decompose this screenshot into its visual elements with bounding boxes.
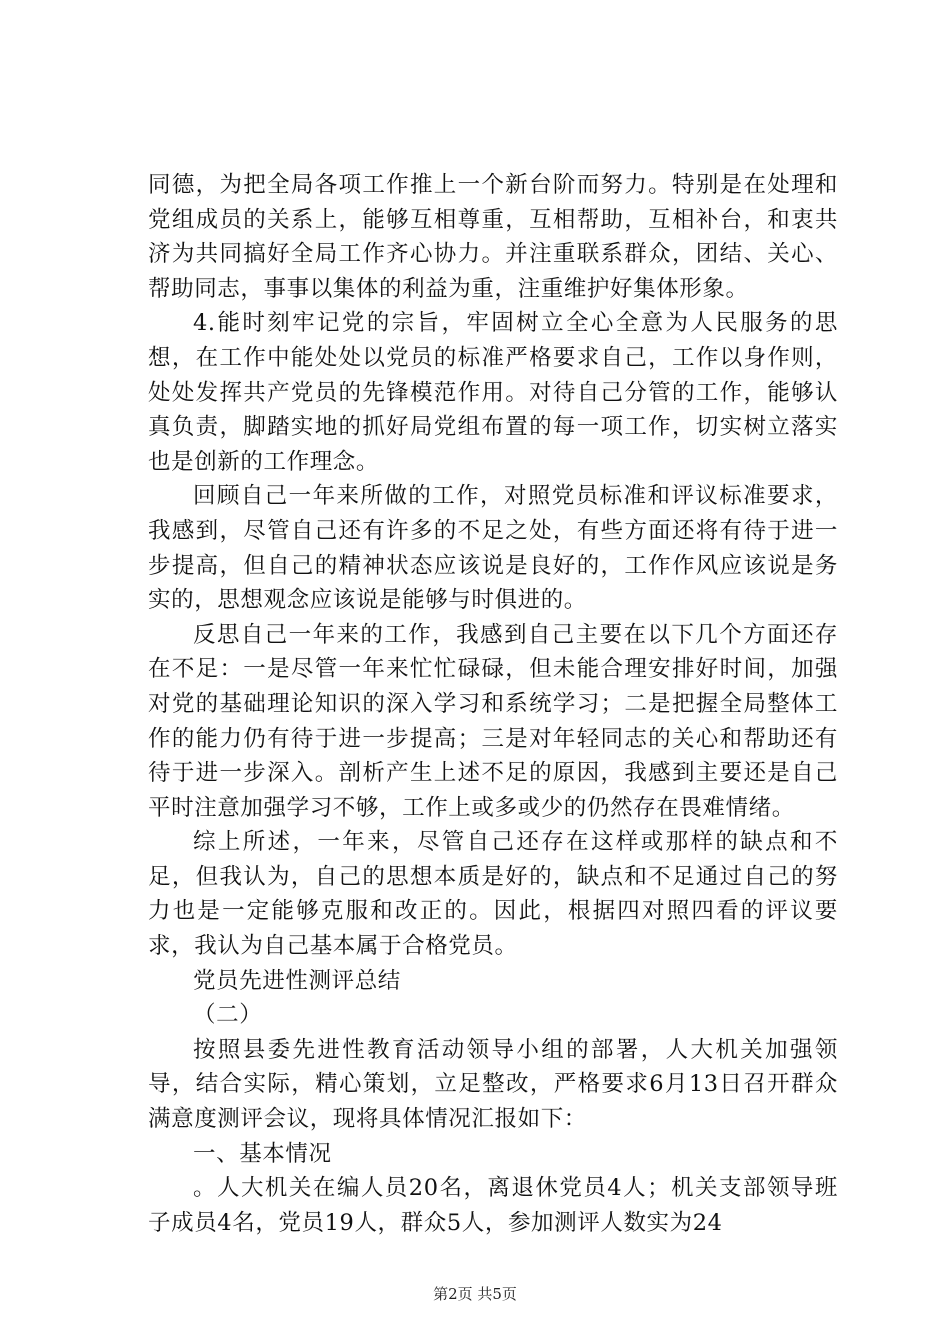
subsection-heading: 一、基本情况 <box>193 1140 332 1167</box>
paragraph-1: 同德，为把全局各项工作推上一个新台阶而努力。特别是在处理和党组成员的关系上，能够互相尊重，互相帮助，互相补台，和衷共济为共同搞好全局工作齐心协力。并注重联系群众，团结、关心、帮助同志，事事以集体的利益为重，注重维护好集体形象。 <box>148 172 838 302</box>
paragraph-7: 。人大机关在编人员20名，离退休党员4人；机关支部领导班子成员4名，党员19人，群众5人，参加测评人数实为24 <box>148 1175 838 1236</box>
paragraph-4: 反思自己一年来的工作，我感到自己主要在以下几个方面还存在不足：一是尽管一年来忙忙碌碌，但未能合理安排好时间，加强对党的基础理论知识的深入学习和系统学习；二是把握全局整体工作的能力仍有待于进一步提高；三是对年轻同志的关心和帮助还有待于进一步深入。剖析产生上述不足的原因，我感到主要还是自己平时注意加强学习不够，工作上或多或少的仍然存在畏难情绪。 <box>148 621 838 821</box>
paragraph-2: 4.能时刻牢记党的宗旨，牢固树立全心全意为人民服务的思想，在工作中能处处以党员的标准严格要求自己，工作以身作则，处处发挥共产党员的先锋模范作用。对待自己分管的工作，能够认真负责，脚踏实地的抓好局党组布置的每一项工作，切实树立落实也是创新的工作理念。 <box>148 310 838 475</box>
document-body <box>148 168 838 1240</box>
paragraph-5: 综上所述，一年来，尽管自己还存在这样或那样的缺点和不足，但我认为，自己的思想本质是好的，缺点和不足通过自己的努力也是一定能够克服和改正的。因此，根据四对照四看的评议要求，我认为自己基本属于合格党员。 <box>148 829 838 960</box>
page-footer: 第2页 共5页 <box>433 1285 517 1303</box>
paragraph-3: 回顾自己一年来所做的工作，对照党员标准和评议标准要求，我感到，尽管自己还有许多的不足之处，有些方面还将有待于进一步提高，但自己的精神状态应该说是良好的，工作作风应该说是务实的，思想观念应该说是能够与时俱进的。 <box>148 483 838 614</box>
paragraph-6: 按照县委先进性教育活动领导小组的部署，人大机关加强领导，结合实际，精心策划，立足整改，严格要求6月13日召开群众满意度测评会议，现将具体情况汇报如下： <box>148 1036 838 1133</box>
section-title: 党员先进性测评总结 <box>193 967 401 994</box>
section-number: （二） <box>193 1002 263 1029</box>
